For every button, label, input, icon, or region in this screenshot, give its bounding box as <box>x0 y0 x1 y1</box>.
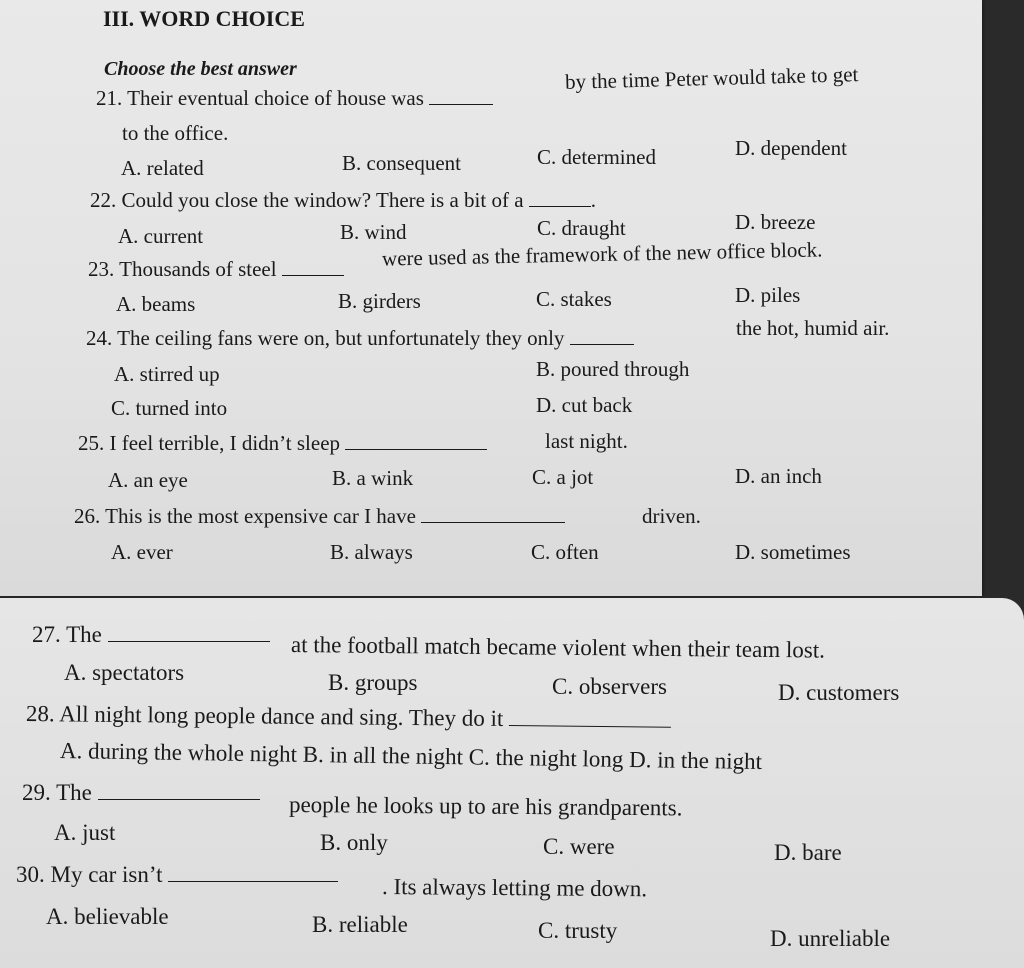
section-title: III. WORD CHOICE <box>103 6 305 31</box>
option-c[interactable]: C. draught <box>537 216 626 240</box>
option-c[interactable]: C. turned into <box>111 396 228 420</box>
option-c[interactable]: C. a jot <box>532 465 594 489</box>
question-stem-continued: to the office. <box>122 121 229 145</box>
question-stem: 30. My car isn’t <box>16 862 163 887</box>
option-a[interactable]: A. current <box>118 224 204 248</box>
question-stem-continued: driven. <box>642 504 701 528</box>
question-stem: 29. The <box>22 780 92 805</box>
answer-blank[interactable] <box>108 640 270 642</box>
option-b[interactable]: B. wind <box>340 220 407 244</box>
answer-blank[interactable] <box>429 103 493 105</box>
answer-blank[interactable] <box>421 521 565 523</box>
question-stem-continued: by the time Peter would take to get <box>564 62 859 94</box>
option-c[interactable]: C. stakes <box>536 287 612 311</box>
question-stem: 22. Could you close the window? There is a bit of a <box>90 188 524 212</box>
answer-blank[interactable] <box>345 448 487 450</box>
question-stem-continued: at the football match became violent when their team lost. <box>290 632 826 663</box>
worksheet-page-bottom <box>0 598 1024 968</box>
option-d[interactable]: D. piles <box>735 283 801 307</box>
answer-blank[interactable] <box>168 880 338 882</box>
option-a[interactable]: A. stirred up <box>114 362 220 386</box>
answer-blank[interactable] <box>282 274 344 276</box>
option-d[interactable]: D. sometimes <box>735 540 851 564</box>
option-b[interactable]: B. a wink <box>332 466 414 490</box>
option-a[interactable]: A. believable <box>46 904 169 929</box>
question-stem-continued: the hot, humid air. <box>736 316 890 340</box>
answer-blank[interactable] <box>529 205 591 207</box>
question-stem: 27. The <box>32 622 102 647</box>
question-stem-continued: were used as the framework of the new office block. <box>381 237 823 271</box>
option-a[interactable]: A. related <box>121 156 204 180</box>
option-a[interactable]: A. ever <box>111 540 173 564</box>
option-b[interactable]: B. groups <box>328 670 418 695</box>
option-d[interactable]: D. unreliable <box>770 926 891 951</box>
question-stem-end: . <box>590 188 597 212</box>
option-b[interactable]: B. girders <box>338 289 421 313</box>
option-c[interactable]: C. were <box>543 834 615 859</box>
option-b[interactable]: B. consequent <box>342 151 461 175</box>
option-d[interactable]: D. customers <box>778 680 900 705</box>
option-a[interactable]: A. an eye <box>108 468 188 492</box>
option-c[interactable]: C. trusty <box>538 918 618 943</box>
option-d[interactable]: D. cut back <box>536 393 633 417</box>
options-line[interactable]: A. during the whole night B. in all the night C. the night long D. in the night <box>59 738 763 775</box>
option-d[interactable]: D. breeze <box>735 210 816 234</box>
option-d[interactable]: D. bare <box>774 840 842 865</box>
question-stem: 23. Thousands of steel <box>88 257 277 281</box>
option-c[interactable]: C. observers <box>552 674 667 699</box>
question-stem: 24. The ceiling fans were on, but unfortunately they only <box>86 326 565 350</box>
option-c[interactable]: C. determined <box>537 145 656 169</box>
answer-blank[interactable] <box>509 724 671 728</box>
question-stem-continued: people he looks up to are his grandparents. <box>288 792 683 821</box>
question-stem-continued: . Its always letting me down. <box>381 874 648 902</box>
option-d[interactable]: D. an inch <box>735 464 822 488</box>
question-stem-continued: last night. <box>545 429 628 453</box>
question-stem: 26. This is the most expensive car I have <box>74 504 416 528</box>
option-b[interactable]: B. reliable <box>312 912 408 937</box>
answer-blank[interactable] <box>570 343 634 345</box>
option-a[interactable]: A. spectators <box>64 660 185 685</box>
option-d[interactable]: D. dependent <box>735 136 847 160</box>
option-a[interactable]: A. just <box>54 820 116 845</box>
option-b[interactable]: B. poured through <box>536 357 690 381</box>
option-c[interactable]: C. often <box>531 540 599 564</box>
option-a[interactable]: A. beams <box>116 292 196 316</box>
question-stem: 28. All night long people dance and sing. They do it <box>25 701 504 731</box>
question-stem: 21. Their eventual choice of house was <box>96 86 424 110</box>
answer-blank[interactable] <box>98 798 260 800</box>
instruction: Choose the best answer <box>104 58 297 80</box>
option-b[interactable]: B. always <box>330 540 413 564</box>
question-stem: 25. I feel terrible, I didn’t sleep <box>78 431 341 455</box>
option-b[interactable]: B. only <box>320 830 388 855</box>
